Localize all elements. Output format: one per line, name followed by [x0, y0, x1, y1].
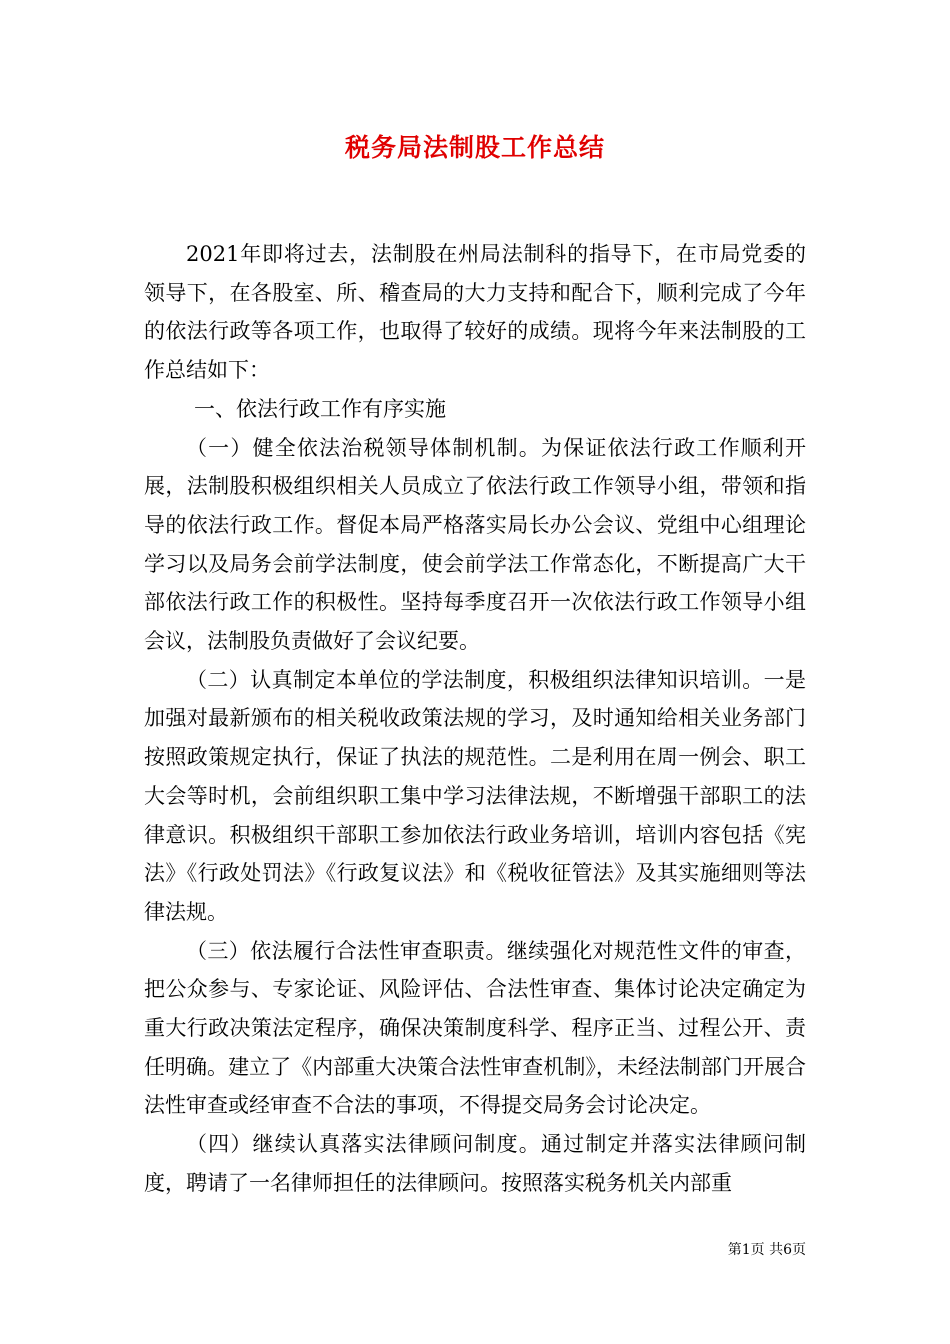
- paragraph-item-2: （二）认真制定本单位的学法制度，积极组织法律知识培训。一是加强对最新颁布的相关税收政策法规的学习，及时通知给相关业务部门按照政策规定执行，保证了执法的规范性。二是利用在周一例会、职工大会等时机，会前组织职工集中学习法律法规，不断增强干部职工的法律意识。积极组织干部职工参加依法行政业务培训，培训内容包括《宪法》《行政处罚法》《行政复议法》和《税收征管法》及其实施细则等法律法规。: [144, 667, 806, 924]
- paragraph-item-3: （三）依法履行合法性审查职责。继续强化对规范性文件的审查，把公众参与、专家论证、风险评估、合法性审查、集体讨论决定确定为重大行政决策法定程序，确保决策制度科学、程序正当、过程公开、责任明确。建立了《内部重大决策合法性审查机制》，未经法制部门开展合法性审查或经审查不合法的事项，不得提交局务会讨论决定。: [144, 938, 806, 1118]
- paragraph-item-1: （一）健全依法治税领导体制机制。为保证依法行政工作顺利开展，法制股积极组织相关人员成立了依法行政工作领导小组，带领和指导的依法行政工作。督促本局严格落实局长办公会议、党组中心组理论学习以及局务会前学法制度，使会前学法工作常态化，不断提高广大干部依法行政工作的积极性。坚持每季度召开一次依法行政工作领导小组会议，法制股负责做好了会议纪要。: [144, 435, 806, 654]
- document-body: [144, 235, 806, 1203]
- document-title: 税务局法制股工作总结: [344, 133, 605, 162]
- page-number: 第1页 共6页: [727, 1242, 806, 1258]
- paragraph-item-4: （四）继续认真落实法律顾问制度。通过制定并落实法律顾问制度，聘请了一名律师担任的法律顾问。按照落实税务机关内部重: [144, 1132, 806, 1195]
- intro-paragraph: 2021年即将过去，法制股在州局法制科的指导下，在市局党委的领导下，在各股室、所、稽查局的大力支持和配合下，顺利完成了今年的依法行政等各项工作，也取得了较好的成绩。现将今年来法制股的工作总结如下：: [144, 242, 806, 383]
- section-heading: 一、依法行政工作有序实施: [194, 396, 446, 421]
